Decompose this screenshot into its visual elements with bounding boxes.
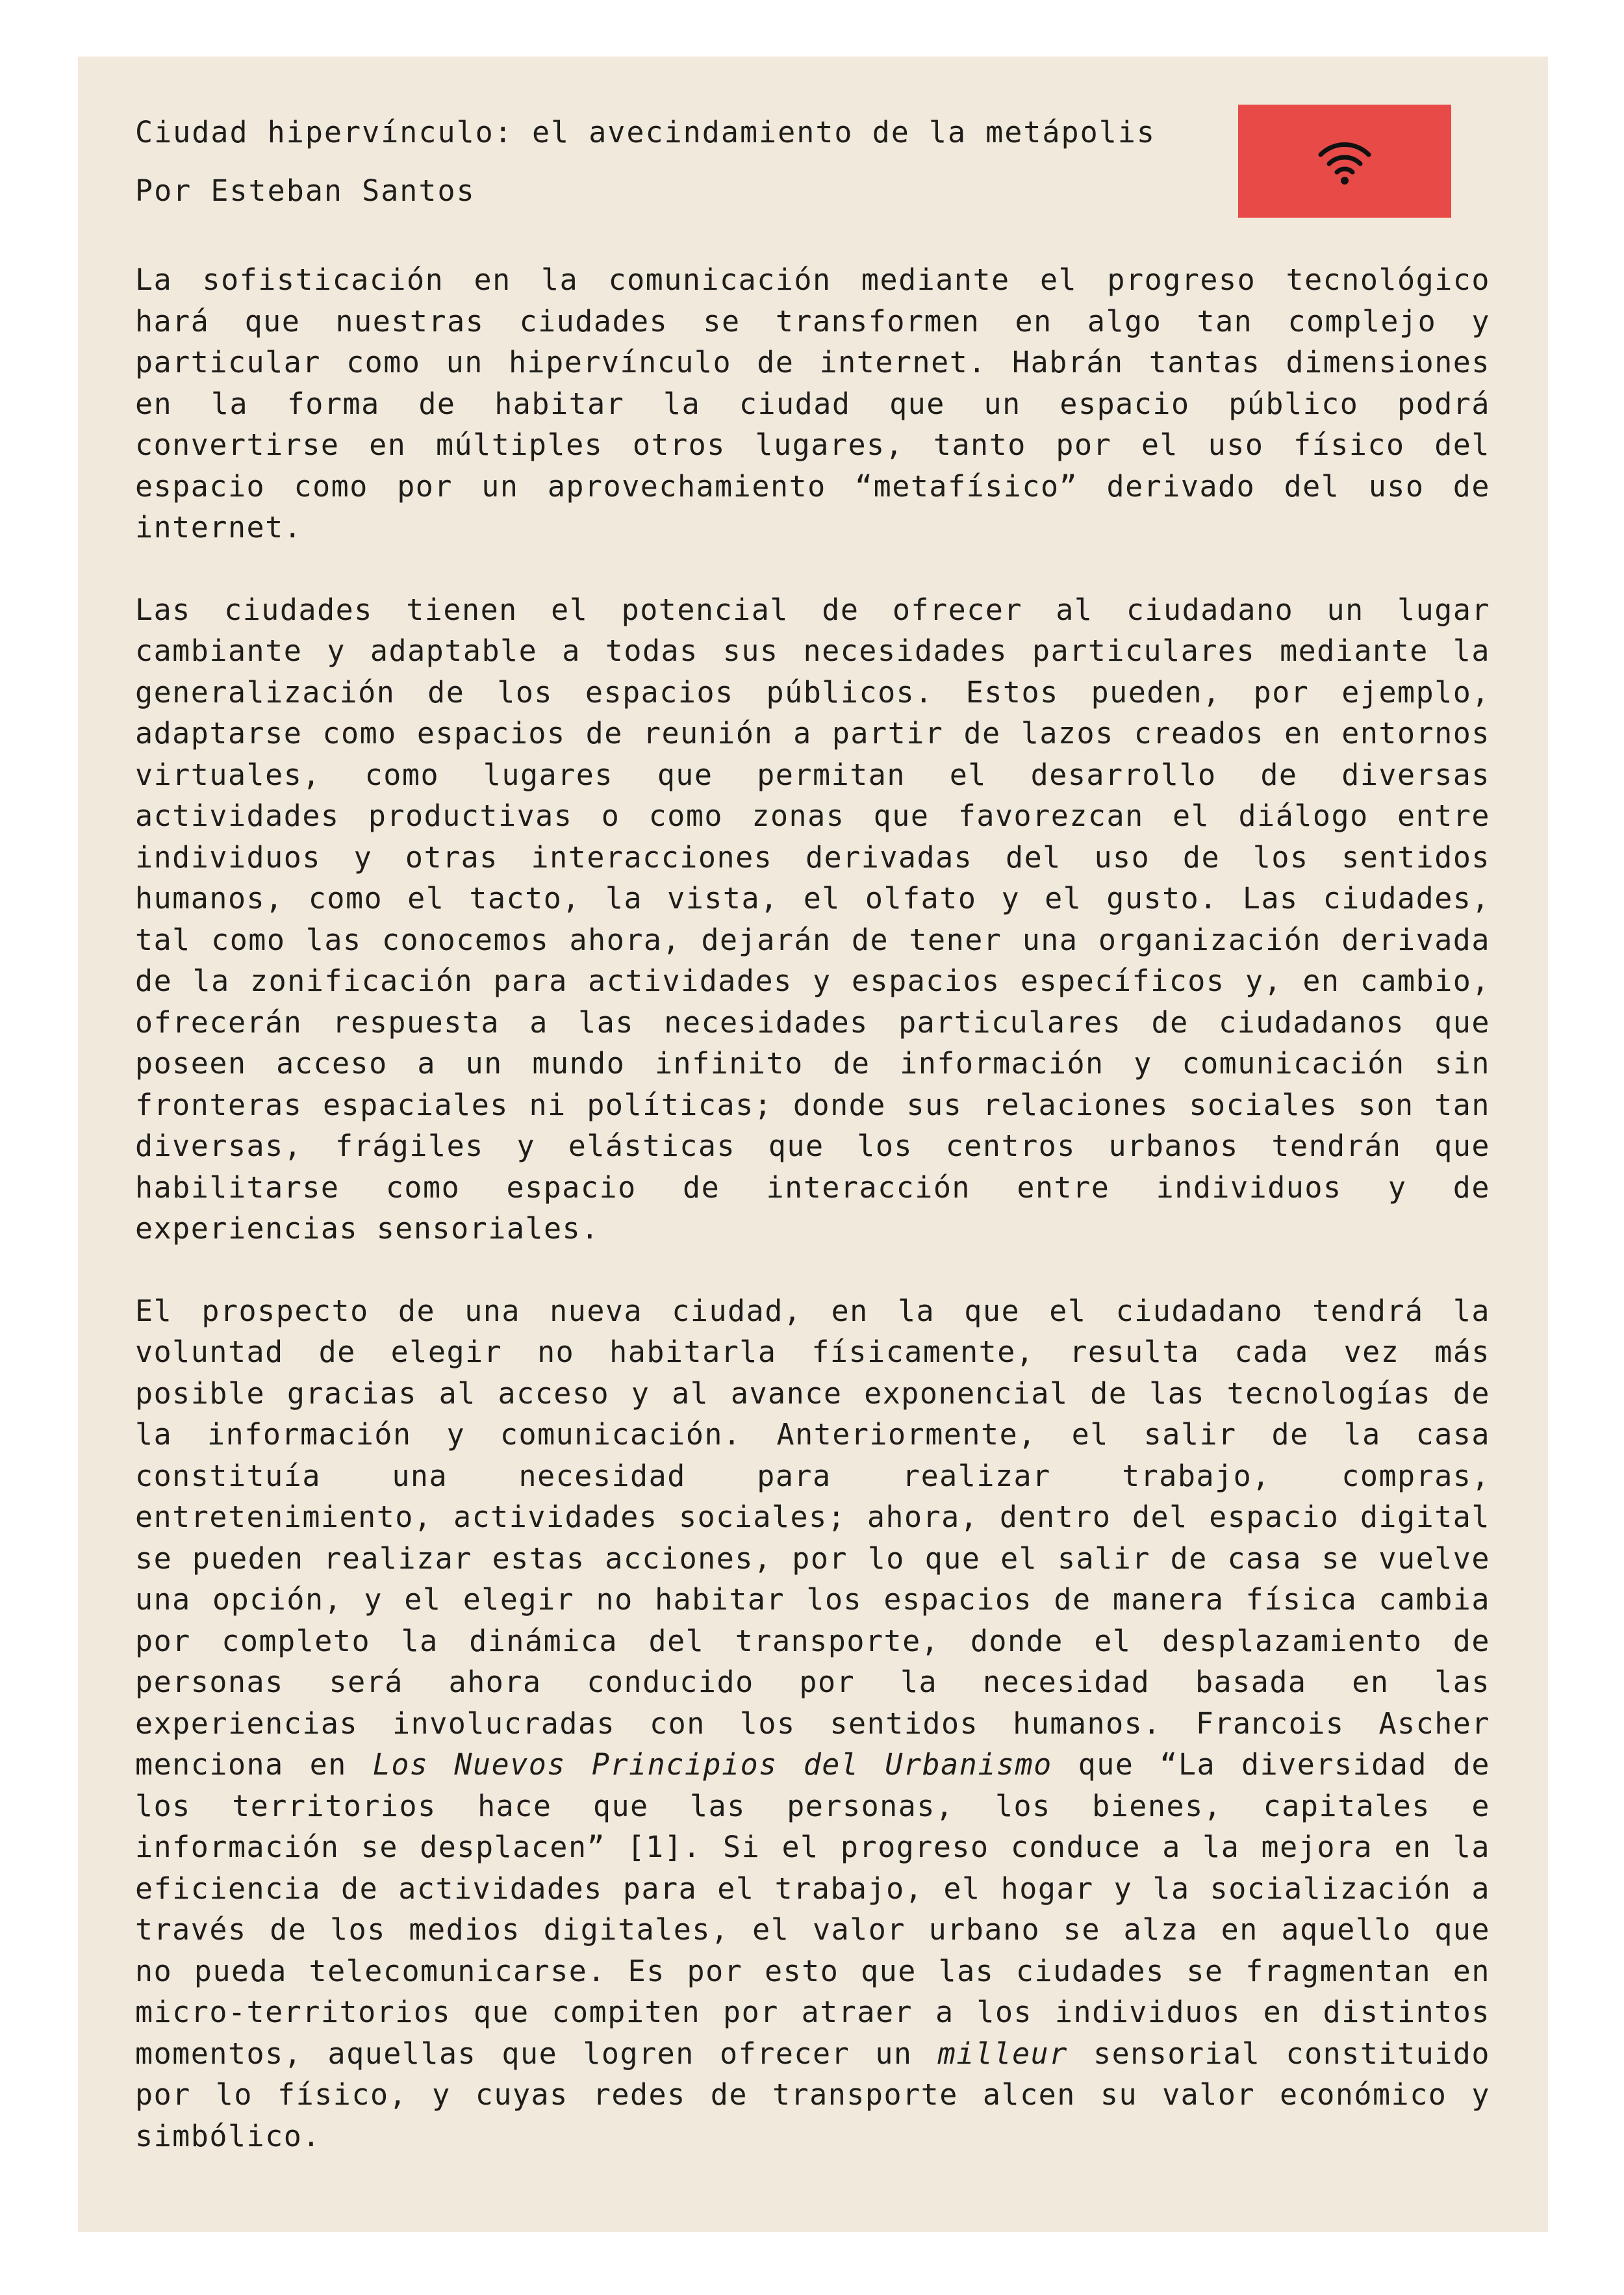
paragraph-1: La sofisticación en la comunicación mediante el progreso tecnológico hará que nuestras ciudades se transformen en algo tan complejo y particular como un hipervínculo de internet. Habrán tantas dimensiones en la forma de habitar la ciudad que un espacio público podrá convertirse en múltiples otros lugares, tanto por el uso físico del espacio como por un aprovechamiento “metafísico” derivado del uso de internet. <box>135 263 1490 545</box>
document-page <box>78 57 1548 2232</box>
article-title: Ciudad hipervínculo: el avecindamiento de la metápolis <box>135 115 1156 149</box>
article-author: Por Esteban Santos <box>135 173 476 208</box>
article-header <box>135 103 1239 220</box>
paragraph-3 <box>135 1290 1490 2157</box>
book-title: Los Nuevos Principios del Urbanismo <box>372 1747 1052 1782</box>
paragraph-2: Las ciudades tienen el potencial de ofrecer al ciudadano un lugar cambiante y adaptable a todas sus necesidades particulares mediante la generalización de los espacios públicos. Estos pueden, por ejemplo, adaptarse como espacios de reunión a partir de lazos creados en entornos virtuales, como lugares que permitan el desarrollo de diversas actividades productivas o como zonas que favorezcan el diálogo entre individuos y otras interacciones derivadas del uso de los sentidos humanos, como el tacto, la vista, el olfato y el gusto. Las ciudades, tal como las conocemos ahora, dejarán de tener una organización derivada de la zonificación para actividades y espacios específicos y, en cambio, ofrecerán respuesta a las necesidades particulares de ciudadanos que poseen acceso a un mundo infinito de información y comunicación sin fronteras espaciales ni políticas; donde sus relaciones sociales son tan diversas, frágiles y elásticas que los centros urbanos tendrán que habilitarse como espacio de interacción entre individuos y de experiencias sensoriales. <box>135 592 1490 1246</box>
paragraph-3-part-c: sensorial constituido por lo físico, y cuyas redes de transporte alcen su valor económico y simbólico. <box>135 2036 1490 2153</box>
term-milleur: milleur <box>937 2036 1068 2071</box>
paragraph-3-part-a: El prospecto de una nueva ciudad, en la que el ciudadano tendrá la voluntad de elegir no habitarla físicamente, resulta cada vez más posible gracias al acceso y al avance exponencial de las tecnologías de la información y comunicación. Anteriormente, el salir de la casa constituía una necesidad para realizar trabajo, compras, entretenimiento, actividades sociales; ahora, dentro del espacio digital se pueden realizar estas acciones, por lo que el salir de casa se vuelve una opción, y el elegir no habitar los espacios de manera física cambia por completo la dinámica del transporte, donde el desplazamiento de personas será ahora conducido por la necesidad basada en las experiencias involucradas con los sentidos humanos. Francois Ascher menciona en <box>135 1293 1490 1782</box>
paragraph-3-part-b: que “La diversidad de los territorios hace que las personas, los bienes, capitales e información se desplacen” [1]. Si el progreso conduce a la mejora en la eficiencia de actividades para el trabajo, el hogar y la socialización a través de los medios digitales, el valor urbano se alza en aquello que no pueda telecomunicarse. Es por esto que las ciudades se fragmentan en micro-territorios que compiten por atraer a los individuos en distintos momentos, aquellas que logren ofrecer un <box>135 1747 1490 2071</box>
article-body <box>135 259 1490 2157</box>
wifi-icon <box>1315 135 1374 187</box>
wifi-badge <box>1238 105 1451 218</box>
